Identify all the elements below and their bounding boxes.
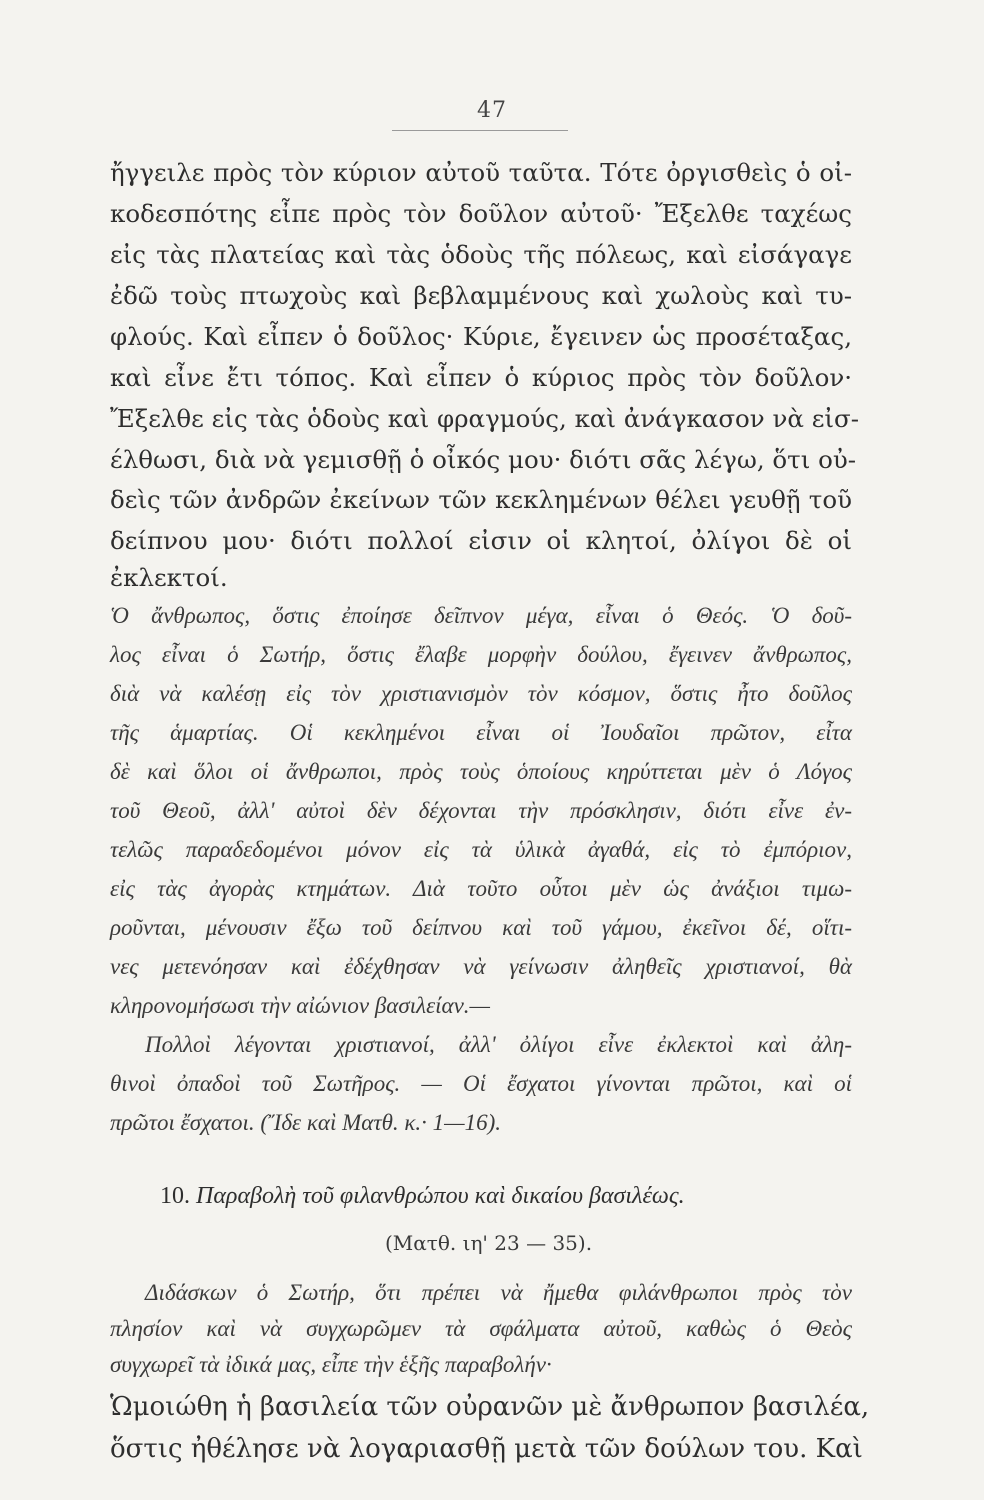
text-line: Ὡμοιώθη ἡ βασιλεία τῶν οὐρανῶν μὲ ἄνθρωπον βασιλέα,	[110, 1392, 870, 1422]
intro-line: πλησίον καὶ νὰ συγχωρῶμεν τὰ σφάλματα αὐτοῦ, καθὼς ὁ Θεὸς	[110, 1316, 852, 1341]
scripture-reference: (Ματθ. ιη' 23 — 35).	[385, 1231, 593, 1255]
text-line: δείπνου μου· διότι πολλοί εἰσιν οἱ κλητοί, ὀλίγοι δὲ οἱ	[110, 526, 852, 555]
commentary-line: ροῦνται, μένουσιν ἔξω τοῦ δείπνου καὶ τοῦ γάμου, ἐκεῖνοι δέ, οἵτι-	[110, 915, 852, 940]
page-number: 47	[477, 98, 507, 123]
text-line: κοδεσπότης εἶπε πρὸς τὸν δοῦλον αὐτοῦ· Ἔξελθε ταχέως	[110, 199, 852, 228]
text-line: καὶ εἶνε ἔτι τόπος. Καὶ εἶπεν ὁ κύριος πρὸς τὸν δοῦλον·	[110, 363, 852, 392]
section-title: Παραβολὴ τοῦ φιλανθρώπου καὶ δικαίου βασιλέως.	[196, 1183, 685, 1209]
commentary-line: πρῶτοι ἔσχατοι. (Ἴδε καὶ Ματθ. κ.· 1—16).	[110, 1110, 502, 1135]
text-line: έλθωσι, διὰ νὰ γεμισθῇ ὁ οἶκός μου· διότι σᾶς λέγω, ὅτι οὐ-	[110, 445, 857, 474]
commentary-line: τελῶς παραδεδομένοι μόνον εἰς τὰ ὑλικὰ ἀγαθά, εἰς τὸ ἐμπόριον,	[110, 837, 852, 862]
section-heading	[160, 1181, 685, 1211]
commentary-line: κληρονομήσωσι τὴν αἰώνιον βασιλείαν.—	[110, 993, 491, 1018]
commentary-line: Πολλοὶ λέγονται χριστιανοί, ἀλλ' ὀλίγοι εἶνε ἐκλεκτοὶ καὶ ἀλη-	[145, 1032, 852, 1057]
commentary-line: τῆς ἁμαρτίας. Οἱ κεκλημένοι εἶναι οἱ Ἰουδαῖοι πρῶτον, εἶτα	[110, 720, 852, 745]
commentary-line: θινοὶ ὀπαδοὶ τοῦ Σωτῆρος. — Οἱ ἔσχατοι γίνονται πρῶτοι, καὶ οἱ	[110, 1071, 852, 1096]
commentary-line: Ὁ ἄνθρωπος, ὅστις ἐποίησε δεῖπνον μέγα, εἶναι ὁ Θεός. Ὁ δοῦ-	[110, 603, 852, 628]
commentary-line: δὲ καὶ ὅλοι οἱ ἄνθρωποι, πρὸς τοὺς ὁποίους κηρύττεται μὲν ὁ Λόγος	[110, 759, 852, 784]
text-line: ἐδῶ τοὺς πτωχοὺς καὶ βεβλαμμένους καὶ χωλοὺς καὶ τυ-	[110, 281, 852, 310]
text-line: ἤγγειλε πρὸς τὸν κύριον αὐτοῦ ταῦτα. Τότε ὀργισθεὶς ὁ οἰ-	[110, 158, 852, 187]
text-line: δεὶς τῶν ἀνδρῶν ἐκείνων τῶν κεκλημένων θέλει γευθῇ τοῦ	[110, 485, 852, 514]
section-number: 10.	[160, 1183, 190, 1209]
text-line: ἐκλεκτοί.	[110, 563, 228, 592]
text-line: Ἔξελθε εἰς τὰς ὁδοὺς καὶ φραγμούς, καὶ ἀνάγκασον νὰ εἰσ-	[110, 404, 859, 433]
commentary-line: νες μετενόησαν καὶ ἐδέχθησαν νὰ γείνωσιν ἀληθεῖς χριστιανοί, θὰ	[110, 954, 852, 979]
commentary-line: λος εἶναι ὁ Σωτήρ, ὅστις ἔλαβε μορφὴν δούλου, ἔγεινεν ἄνθρωπος,	[110, 642, 852, 667]
text-line: φλούς. Καὶ εἶπεν ὁ δοῦλος· Κύριε, ἔγεινεν ὡς προσέταξας,	[110, 322, 852, 351]
header-rule	[392, 130, 568, 131]
text-line: ὅστις ἠθέλησε νὰ λογαριασθῇ μετὰ τῶν δούλων του. Καὶ	[110, 1434, 863, 1464]
commentary-line: τοῦ Θεοῦ, ἀλλ' αὐτοὶ δὲν δέχονται τὴν πρόσκλησιν, διότι εἶνε ἐν-	[110, 798, 852, 823]
commentary-line: εἰς τὰς ἀγορὰς κτημάτων. Διὰ τοῦτο οὗτοι μὲν ὡς ἀνάξιοι τιμω-	[110, 876, 852, 901]
intro-line: συγχωρεῖ τὰ ἰδικά μας, εἶπε τὴν ἑξῆς παραβολήν·	[110, 1352, 552, 1377]
intro-line: Διδάσκων ὁ Σωτήρ, ὅτι πρέπει νὰ ἤμεθα φιλάνθρωποι πρὸς τὸν	[145, 1280, 852, 1305]
commentary-line: διὰ νὰ καλέσῃ εἰς τὸν χριστιανισμὸν τὸν κόσμον, ὅστις ἦτο δοῦλος	[110, 681, 852, 706]
text-line: εἰς τὰς πλατείας καὶ τὰς ὁδοὺς τῆς πόλεως, καὶ εἰσάγαγε	[110, 240, 852, 269]
